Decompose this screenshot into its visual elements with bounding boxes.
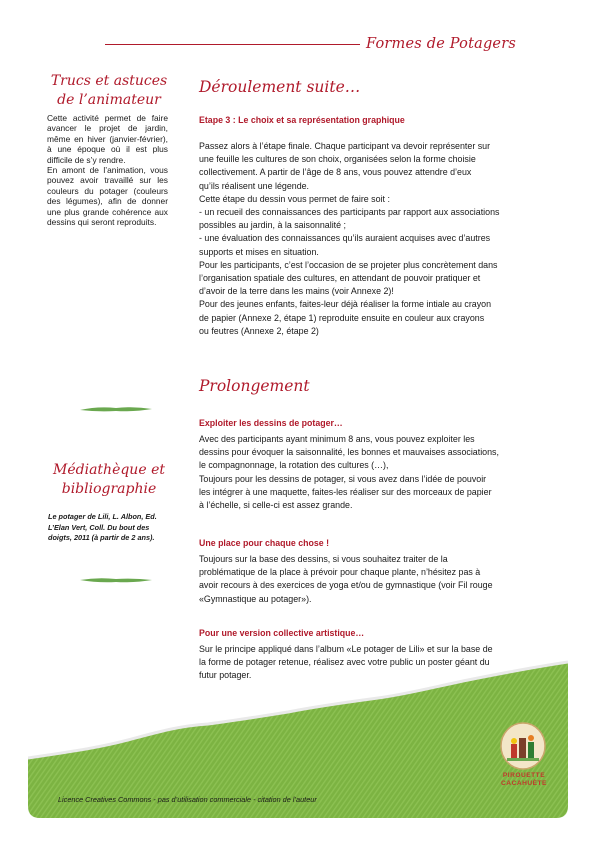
text-line: Avec des participants ayant minimum 8 ans, vous pouvez exploiter les [199, 434, 475, 444]
tips-heading-line-1: Trucs et astuces [50, 73, 168, 89]
logo-text-line-1: PIROUETTE [502, 772, 546, 779]
text-line: Pour les participants, c’est l’occasion de se projeter plus concrètement dans [199, 259, 498, 270]
text-line: Cette étape du dessin vous permet de faire soit : [199, 193, 390, 204]
section-title: Déroulement suite… [199, 78, 361, 96]
text-line: futur potager. [199, 670, 252, 681]
subsection-title: Pour une version collective artistique… [199, 628, 365, 638]
subsection-body [199, 433, 526, 512]
text-line: collectivement. A partir de l’âge de 8 ans, vous pouvez attendre d’eux [199, 167, 472, 178]
subsection-title: Une place pour chaque chose ! [199, 538, 330, 548]
header-rule [105, 44, 360, 45]
biblio-heading-line-1: Médiathèque et [53, 462, 165, 478]
biblio-heading [44, 461, 174, 499]
tips-paragraph: Cette activité permet de faire avancer le projet de jardin, même en hiver (janvier-février), à une époque où il est plus difficile de s’y rendre. [47, 113, 168, 165]
text-line: d’avoir de la terre dans les mains (voir Annexe 2)! [199, 286, 394, 297]
text-line: - un recueil des connaissances des participants par rapport aux associations [199, 207, 500, 218]
text-line: problématique de la place à prévoir pour chaque plante, n’hésitez pas à [199, 567, 481, 578]
text-line: l’organisation spatiale des cultures, en attendant de pouvoir pratiquer et [199, 273, 481, 284]
logo-text-line-2: CACAHUÈTE [501, 780, 547, 787]
tips-paragraph: En amont de l’animation, vous pouvez avoir travaillé sur les couleurs du potager (couleurs des légumes), afin de donner une plus grande cohérence aux dessins qui seront reproduits. [47, 165, 168, 228]
logo-text [491, 772, 557, 788]
tips-heading [44, 72, 174, 110]
text-line: qu’ils réalisent une légende. [199, 180, 310, 191]
subsection-title: Exploiter les dessins de potager… [199, 418, 343, 428]
text-line: supports et mises en situation. [199, 246, 319, 257]
subsection-body [199, 553, 526, 606]
biblio-heading-line-2: bibliographie [61, 481, 157, 497]
text-line: de papier (Annexe 2, étape 1) reproduite ensuite en couleur aux crayons [199, 312, 485, 323]
section1-body [199, 140, 526, 338]
text-line: - une évaluation des connaissances qu’ils auraient acquises avec d’autres [199, 233, 491, 244]
biblio-entry: Le potager de Lili, L. Albon, Ed. L’Elan Vert, Coll. Du bout des doigts, 2011 (à partir de 2 ans). [48, 512, 157, 542]
text-line: le compagnonnage, la rotation des cultures (…), [199, 460, 389, 471]
license-note: Licence Creatives Commons - pas d’utilisation commerciale - citation de l’auteur [58, 795, 317, 804]
text-line: possibles au jardin, à la saisonnalité ; [199, 220, 347, 231]
header-title: Formes de Potagers [366, 36, 516, 52]
grass-divider [80, 577, 152, 583]
text-line: la forme de potager retenue, réalisez avec votre public un poster géant du [199, 657, 490, 668]
text-line: Toujours sur la base des dessins, si vous souhaitez traiter de la [199, 554, 448, 564]
text-line: une feuille les cultures de son choix, organisées selon la forme choisie [199, 154, 476, 165]
text-line: ou feutres (Annexe 2, étape 2) [199, 325, 319, 336]
text-line: Sur le principe appliqué dans l’album «Le potager de Lili» et sur la base de [199, 644, 493, 654]
grass-divider [80, 406, 152, 412]
text-line: Pour des jeunes enfants, faites-leur déjà réaliser la forme intiale au crayon [199, 299, 492, 310]
text-line: avoir recours à des exercices de yoga et/ou de gymnastique (voir Fil rouge [199, 580, 493, 591]
text-line: Toujours pour les dessins de potager, si vous avez dans l’idée de pouvoir [199, 473, 487, 484]
text-line: «Gymnastique au potager»). [199, 593, 312, 604]
tips-text [47, 113, 168, 227]
text-line: Passez alors à l’étape finale. Chaque participant va devoir représenter sur [199, 141, 491, 151]
pirouette-cacahuete-logo [499, 722, 547, 770]
tips-heading-line-2: de l’animateur [57, 92, 161, 108]
text-line: à l’échelle, si celle-ci est assez grande. [199, 500, 353, 511]
section-title: Prolongement [199, 377, 310, 395]
text-line: les intégrer à une maquette, faites-les réaliser sur des morceaux de papier [199, 486, 492, 497]
text-line: dessins pour évoquer la saisonnalité, les bonnes et mauvaises associations, [199, 447, 499, 458]
step-title: Etape 3 : Le choix et sa représentation graphique [199, 115, 405, 125]
